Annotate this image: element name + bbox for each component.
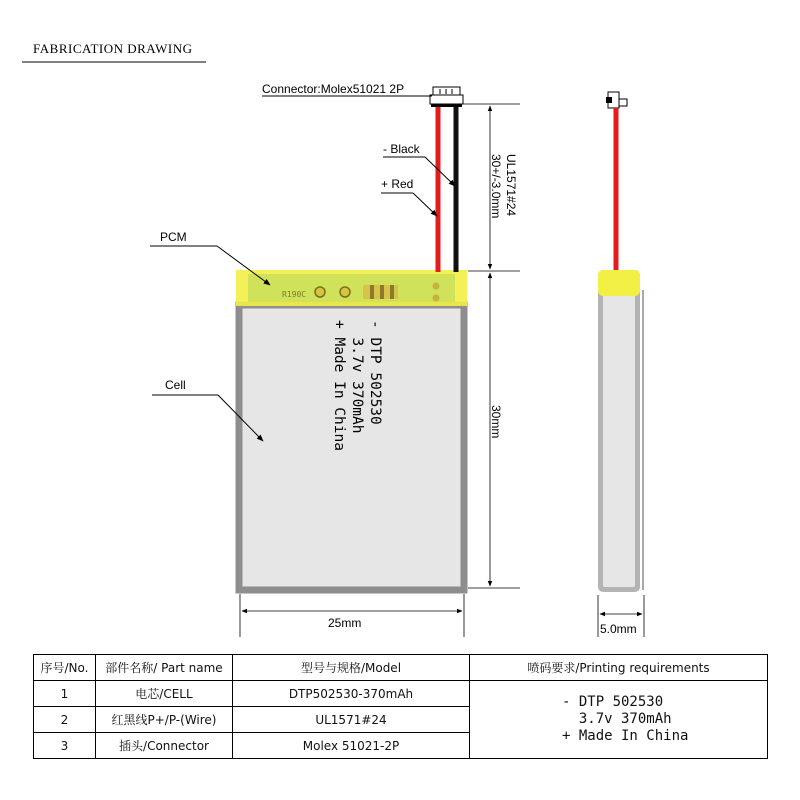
row-model: Molex 51021-2P bbox=[233, 733, 470, 759]
red-wire-label: + Red bbox=[381, 177, 414, 191]
header-printing: 喷码要求/Printing requirements bbox=[470, 655, 768, 681]
pcm-circuit bbox=[248, 274, 455, 302]
row-part: 插头/Connector bbox=[96, 733, 233, 759]
printing-line-3: + Made In China bbox=[562, 728, 689, 744]
side-view bbox=[598, 92, 644, 637]
row-model: DTP502530-370mAh bbox=[233, 681, 470, 707]
row-no: 1 bbox=[34, 681, 96, 707]
connector-label: Connector:Molex51021 2P bbox=[262, 82, 405, 96]
wire-length-dimension bbox=[462, 104, 520, 271]
header-model: 型号与规格/Model bbox=[233, 655, 470, 681]
row-no: 2 bbox=[34, 707, 96, 733]
printing-line-2: 3.7v 370mAh bbox=[562, 711, 672, 727]
pcm-label: PCM bbox=[160, 230, 187, 244]
pcm-pad-2 bbox=[340, 287, 350, 297]
side-pcm bbox=[598, 270, 640, 296]
cell-height-dimension bbox=[468, 273, 520, 588]
row-part: 电芯/CELL bbox=[96, 681, 233, 707]
cell-print-line-3: + Made In China bbox=[331, 320, 347, 451]
row-part: 红黑线P+/P-(Wire) bbox=[96, 707, 233, 733]
cell-label: Cell bbox=[165, 378, 186, 392]
header-no: 序号/No. bbox=[34, 655, 96, 681]
wire-length-label: 30+/-3.0mm bbox=[489, 154, 503, 219]
table-row bbox=[34, 681, 768, 707]
wire-spec-label: UL1571#24 bbox=[504, 154, 518, 217]
cell-print-line-1: - DTP 502530 bbox=[367, 320, 383, 425]
header-part: 部件名称/ Part name bbox=[96, 655, 233, 681]
black-wire-label: - Black bbox=[383, 142, 420, 156]
row-model: UL1571#24 bbox=[233, 707, 470, 733]
spec-table bbox=[33, 654, 768, 759]
pcm-pad-1 bbox=[315, 287, 325, 297]
red-wire-leader bbox=[413, 193, 437, 216]
cell-print-line-2: 3.7v 370mAh bbox=[349, 320, 365, 434]
height-label: 30mm bbox=[489, 405, 503, 439]
pcm-solder-dot bbox=[433, 283, 440, 290]
printing-requirements bbox=[470, 681, 768, 759]
pcm-code: R190C bbox=[282, 290, 307, 299]
width-dimension bbox=[240, 594, 464, 637]
printing-line-1: - DTP 502530 bbox=[562, 694, 664, 710]
page-title: FABRICATION DRAWING bbox=[33, 41, 193, 56]
width-label: 25mm bbox=[328, 616, 362, 630]
row-no: 3 bbox=[34, 733, 96, 759]
connector-front bbox=[430, 87, 463, 107]
table-header-row bbox=[34, 655, 768, 681]
thickness-label: 5.0mm bbox=[600, 622, 637, 636]
